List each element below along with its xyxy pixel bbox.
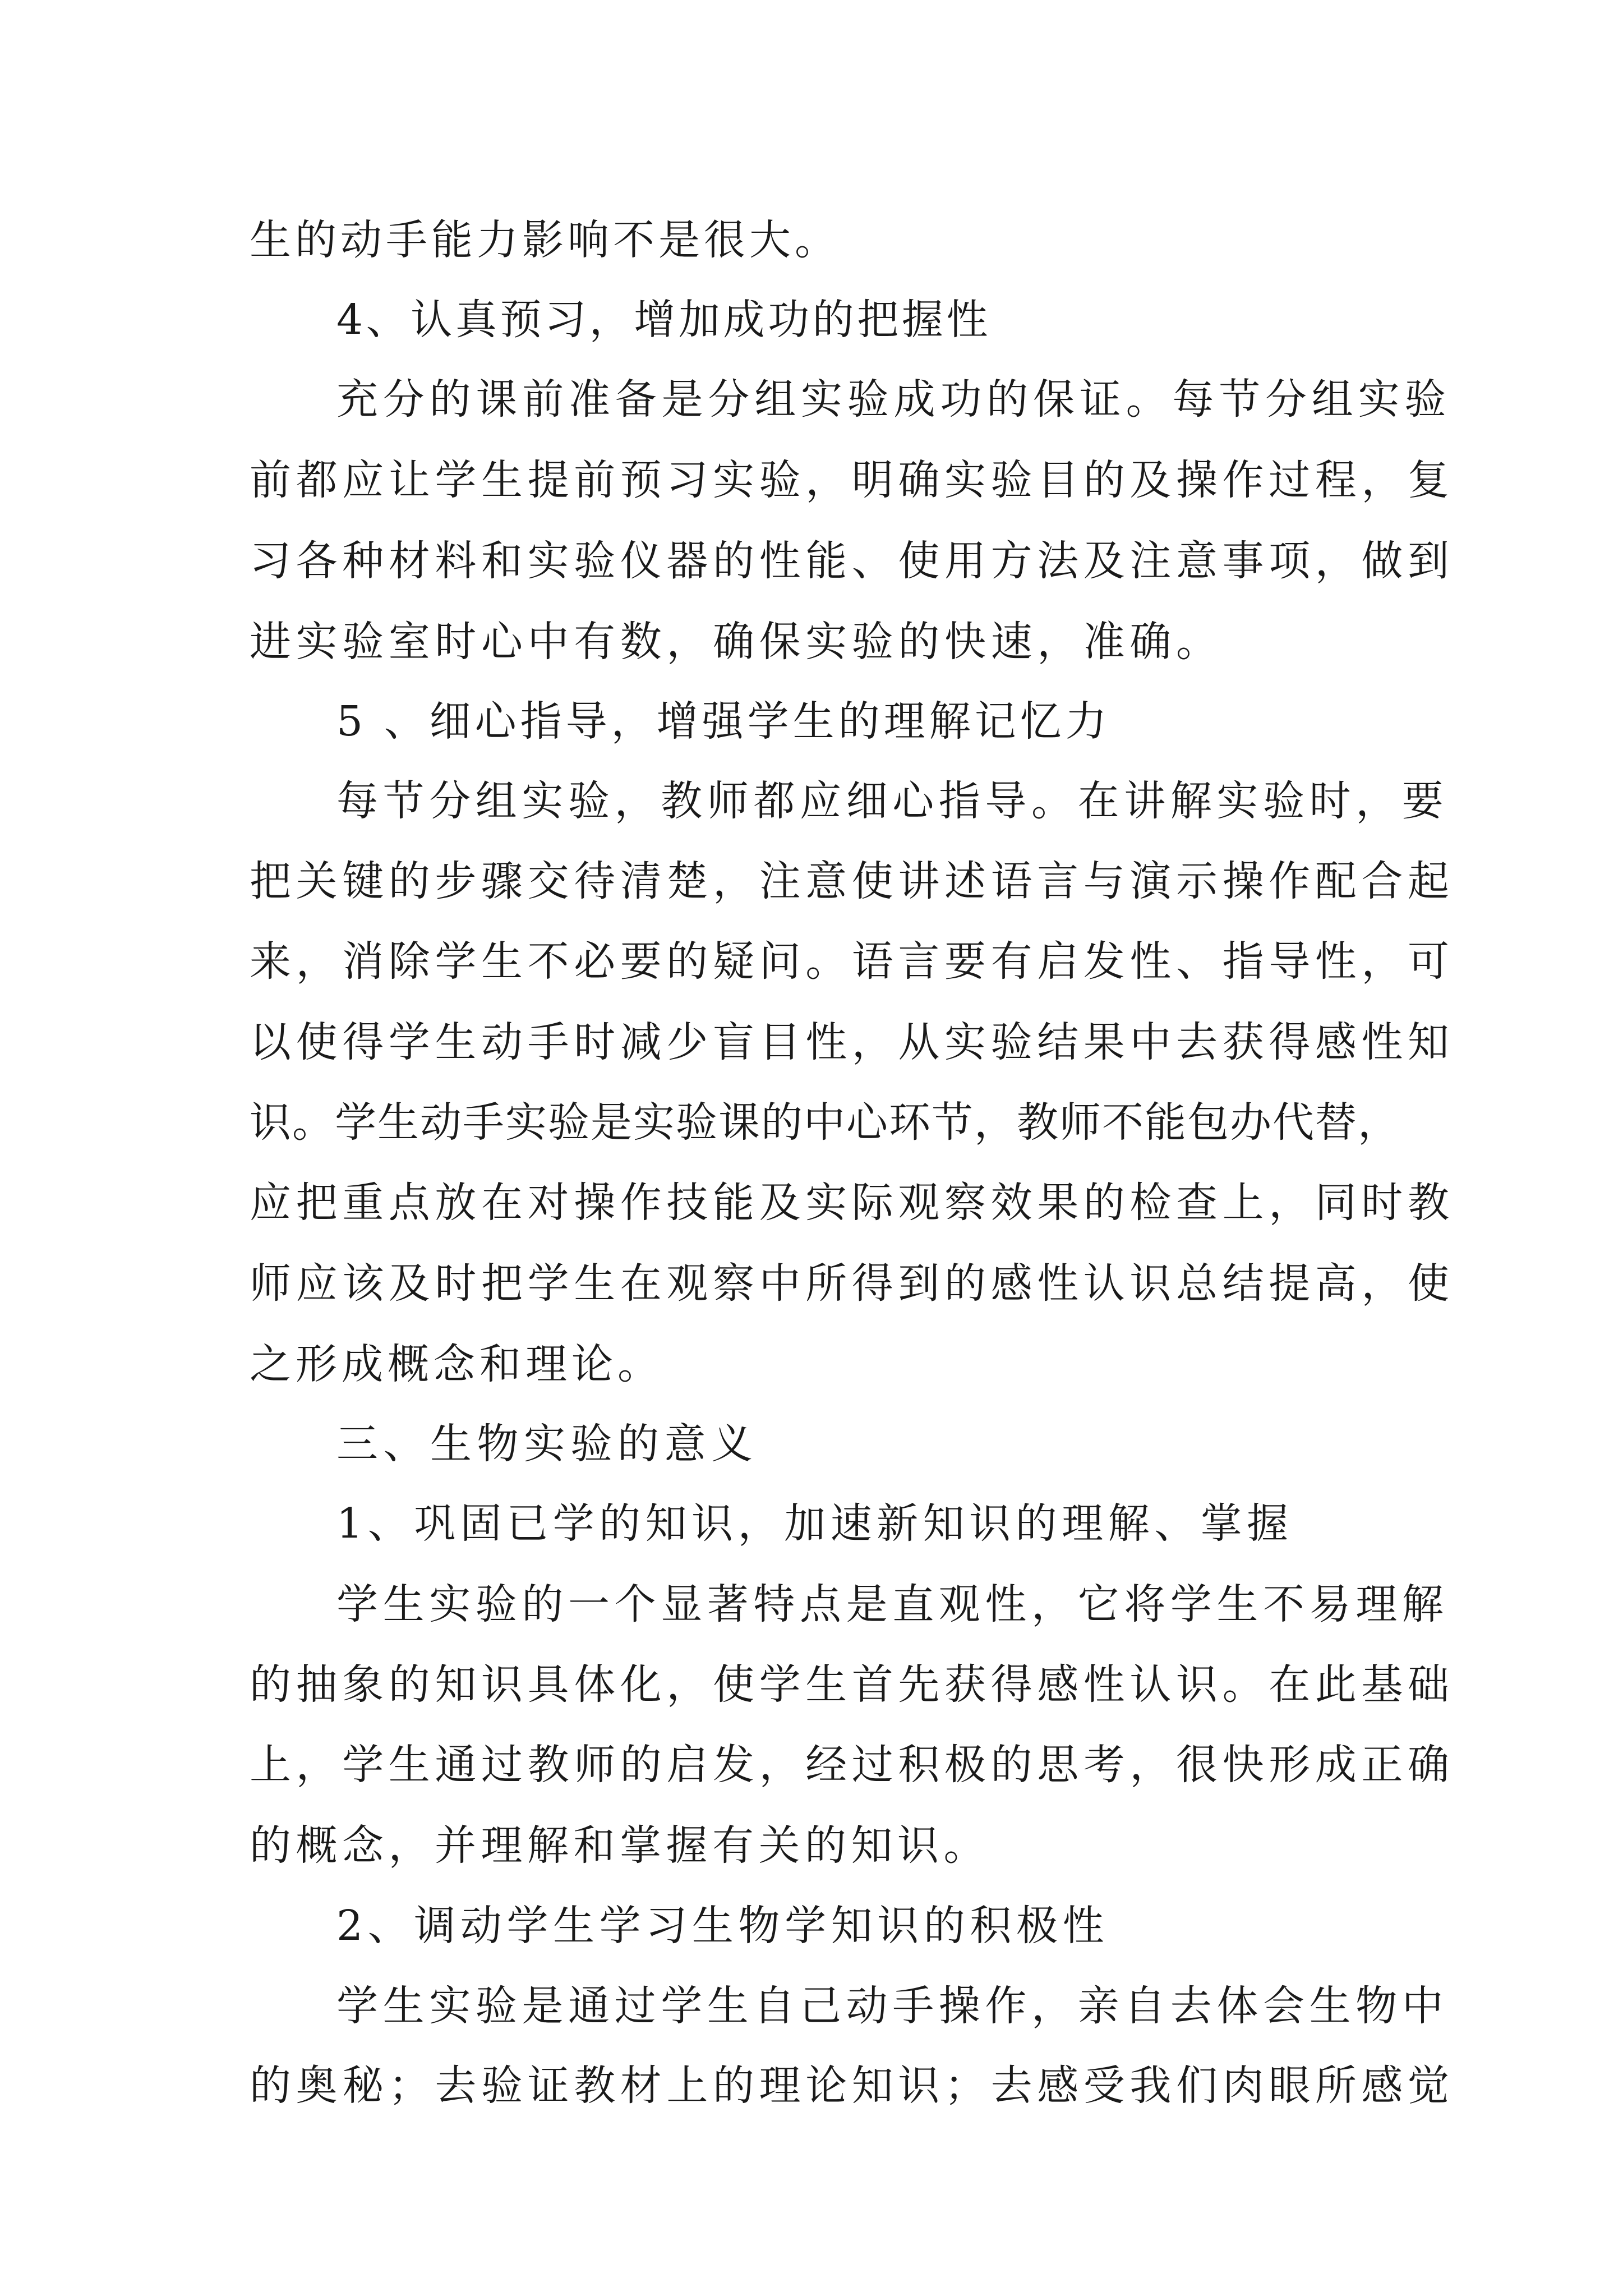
text-line: 之形成概念和理论。 <box>250 1340 663 1388</box>
text-line: 每节分组实验，教师都应细心指导。在讲解实验时，要 <box>336 777 1449 825</box>
section-heading-2: 2、调动学生学习生物学知识的积极性 <box>336 1902 1109 1950</box>
text-line: 识。学生动手实验是实验课的中心环节，教师不能包办代替， <box>250 1098 1400 1147</box>
text-line: 生的动手能力影响不是很大。 <box>250 216 840 264</box>
section-heading-5: 5 、细心指导，增强学生的理解记忆力 <box>336 697 1111 746</box>
text-line: 学生实验的一个显著特点是直观性，它将学生不易理解 <box>336 1580 1449 1628</box>
text-line: 学生实验是通过学生自己动手操作，亲自去体会生物中 <box>336 1982 1449 2030</box>
section-heading-3: 三、生物实验的意义 <box>336 1420 758 1468</box>
section-heading-4: 4、认真预习，增加成功的把握性 <box>336 296 992 344</box>
text-line: 进实验室时心中有数，确保实验的快速，准确。 <box>250 618 1223 666</box>
text-line: 的抽象的知识具体化，使学生首先获得感性认识。在此基础 <box>250 1660 1454 1709</box>
text-line: 应把重点放在对操作技能及实际观察效果的检查上，同时教 <box>250 1179 1454 1227</box>
text-line: 习各种材料和实验仪器的性能、使用方法及注意事项，做到 <box>250 537 1454 585</box>
text-line: 的概念，并理解和掌握有关的知识。 <box>250 1821 990 1870</box>
text-line: 前都应让学生提前预习实验，明确实验目的及操作过程，复 <box>250 456 1454 504</box>
text-line: 来，消除学生不必要的疑问。语言要有启发性、指导性，可 <box>250 937 1454 986</box>
text-line: 把关键的步骤交待清楚，注意使讲述语言与演示操作配合起 <box>250 857 1454 905</box>
text-line: 的奥秘；去验证教材上的理论知识；去感受我们肉眼所感觉 <box>250 2062 1454 2110</box>
section-heading-1: 1、巩固已学的知识，加速新知识的理解、掌握 <box>336 1499 1293 1548</box>
text-line: 充分的课前准备是分组实验成功的保证。每节分组实验 <box>336 375 1451 424</box>
text-line: 以使得学生动手时减少盲目性，从实验结果中去获得感性知 <box>250 1018 1454 1066</box>
text-line: 上，学生通过教师的启发，经过积极的思考，很快形成正确 <box>250 1741 1454 1789</box>
text-line: 师应该及时把学生在观察中所得到的感性认识总结提高，使 <box>250 1259 1454 1308</box>
